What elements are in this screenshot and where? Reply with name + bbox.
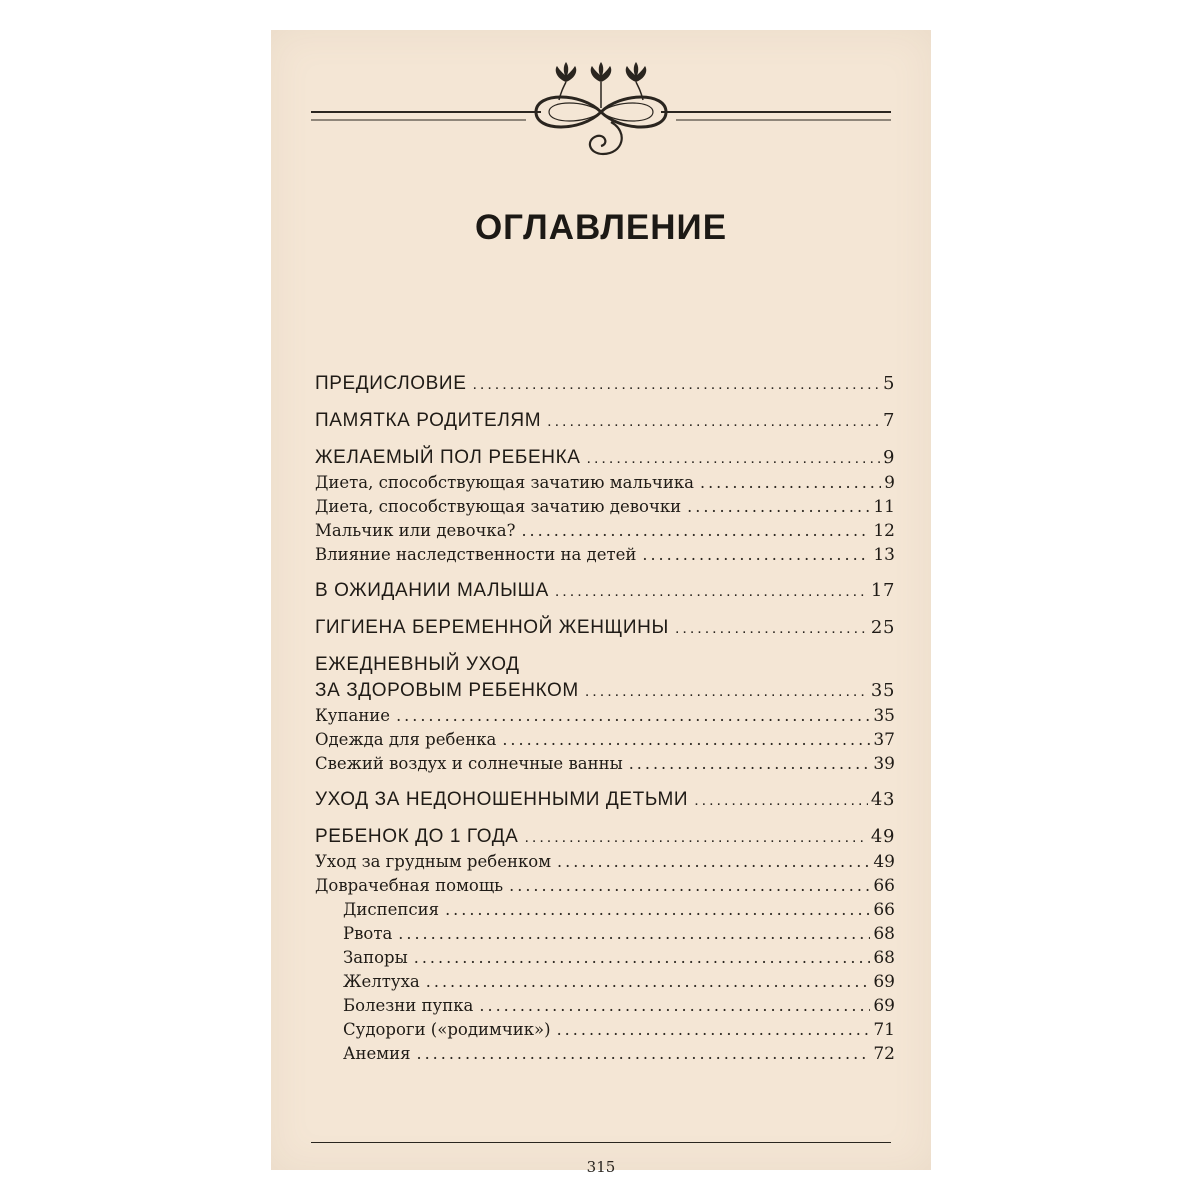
page-title: ОГЛАВЛЕНИЕ [474,208,728,247]
toc-entry-title: Свежий воздух и солнечные ванны [315,754,623,773]
toc-leader-dots [700,473,881,492]
toc-leader-dots [694,792,868,810]
toc-leader-dots [502,730,870,749]
book-page [271,30,931,1176]
toc-entry-page: 7 [882,410,895,431]
toc-entry [315,900,895,920]
toc-entry [315,521,895,541]
toc-leader-dots [587,450,880,468]
toc-entry-page: 49 [870,826,895,847]
toc-leader-dots [555,583,868,601]
toc-entry-title: ГИГИЕНА БЕРЕМЕННОЙ ЖЕНЩИНЫ [315,617,669,638]
toc-leader-dots [557,1020,871,1039]
toc-entry-page: 66 [873,876,895,896]
toc-entry-page: 17 [870,580,895,601]
toc-entry-page: 25 [870,617,895,638]
toc-entry-page: 12 [873,521,895,541]
toc-entry-title: Судороги («родимчик») [343,1020,551,1039]
toc-entry [315,410,895,432]
toc-entry-page: 9 [884,473,895,493]
toc-entry [315,924,895,944]
toc-entry-page: 69 [873,996,895,1016]
toc-entry-page: 35 [870,680,895,701]
toc-entry-title: ПРЕДИСЛОВИЕ [315,373,467,394]
toc-entry-title: ЖЕЛАЕМЫЙ ПОЛ РЕБЕНКА [315,447,581,468]
decorative-ornament-icon [311,50,891,180]
toc-entry-page: 37 [873,730,895,750]
toc-entry [315,706,895,726]
toc-entry-page: 69 [873,972,895,992]
toc-leader-dots [479,996,870,1015]
toc-entry-title: Анемия [343,1044,411,1063]
toc-entry [315,789,895,811]
toc-entry-title: ПАМЯТКА РОДИТЕЛЯМ [315,410,542,431]
toc-entry-title: УХОД ЗА НЕДОНОШЕННЫМИ ДЕТЬМИ [315,789,689,810]
toc-leader-dots [547,413,880,431]
toc-entry-title: Диспепсия [343,900,440,919]
toc-entry [315,617,895,639]
toc-entry-title: Уход за грудным ребенком [315,852,552,871]
toc-entry [315,580,895,602]
toc-entry [315,545,895,565]
toc-entry [315,1044,895,1064]
toc-entry [315,447,895,469]
toc-entry-title: Рвота [343,924,393,943]
toc-entry [315,876,895,896]
toc-leader-dots [426,972,871,991]
toc-entry [315,680,895,702]
toc-leader-dots [585,683,868,701]
toc-leader-dots [642,545,870,564]
toc-entry [315,826,895,848]
toc-leader-dots [521,521,870,540]
toc-leader-dots [398,924,870,943]
toc-leader-dots [417,1044,871,1063]
toc-entry [315,1020,895,1040]
toc-entry-title: Мальчик или девочка? [315,521,516,540]
toc-entry [315,730,895,750]
toc-entry [315,996,895,1016]
toc-entry-page: 35 [873,706,895,726]
toc-entry-page: 66 [873,900,895,920]
toc-leader-dots [675,620,868,638]
toc-entry [315,473,895,493]
toc-entry [315,373,895,395]
toc-entry-title: Купание [315,706,391,725]
toc-entry-title: Болезни пупка [343,996,474,1015]
bottom-rule [311,1142,891,1143]
toc-entry-title: В ОЖИДАНИИ МАЛЫША [315,580,549,601]
toc-entry-title: Влияние наследственности на детей [315,545,637,564]
toc-leader-dots [509,876,870,895]
toc-entry-title: Одежда для ребенка [315,730,497,749]
toc-entry-page: 68 [873,924,895,944]
toc-entry-page: 43 [870,789,895,810]
toc-entry [315,654,895,676]
toc-leader-dots [414,948,871,967]
toc-entry-page: 39 [873,754,895,774]
toc-entry [315,852,895,872]
toc-entry-page: 9 [882,447,895,468]
toc-entry-title: ЗА ЗДОРОВЫМ РЕБЕНКОМ [315,680,579,701]
toc-entry-page: 71 [873,1020,895,1040]
toc-leader-dots [629,754,871,773]
toc-leader-dots [472,376,879,394]
toc-leader-dots [396,706,870,725]
toc-entry-title: Запоры [343,948,408,967]
toc-entry-page: 5 [882,373,895,394]
toc-entry-title: ЕЖЕДНЕВНЫЙ УХОД [315,654,520,675]
toc-entry [315,497,895,517]
toc-entry-title: Диета, способствующая зачатию девочки [315,497,682,516]
toc-entry-title: Диета, способствующая зачатию мальчика [315,473,694,492]
table-of-contents [315,373,895,1064]
toc-entry-page: 68 [873,948,895,968]
toc-leader-dots [445,900,870,919]
toc-entry-title: Желтуха [343,972,420,991]
page-number: 315 [586,1158,616,1176]
toc-entry [315,754,895,774]
toc-entry-title: Доврачебная помощь [315,876,504,895]
toc-entry [315,972,895,992]
toc-leader-dots [687,497,870,516]
toc-entry-page: 49 [873,852,895,872]
toc-entry [315,948,895,968]
toc-entry-title: РЕБЕНОК ДО 1 ГОДА [315,826,519,847]
toc-entry-page: 11 [873,497,895,517]
toc-leader-dots [524,829,867,847]
toc-entry-page: 13 [873,545,895,565]
toc-leader-dots [557,852,870,871]
toc-entry-page: 72 [873,1044,895,1064]
